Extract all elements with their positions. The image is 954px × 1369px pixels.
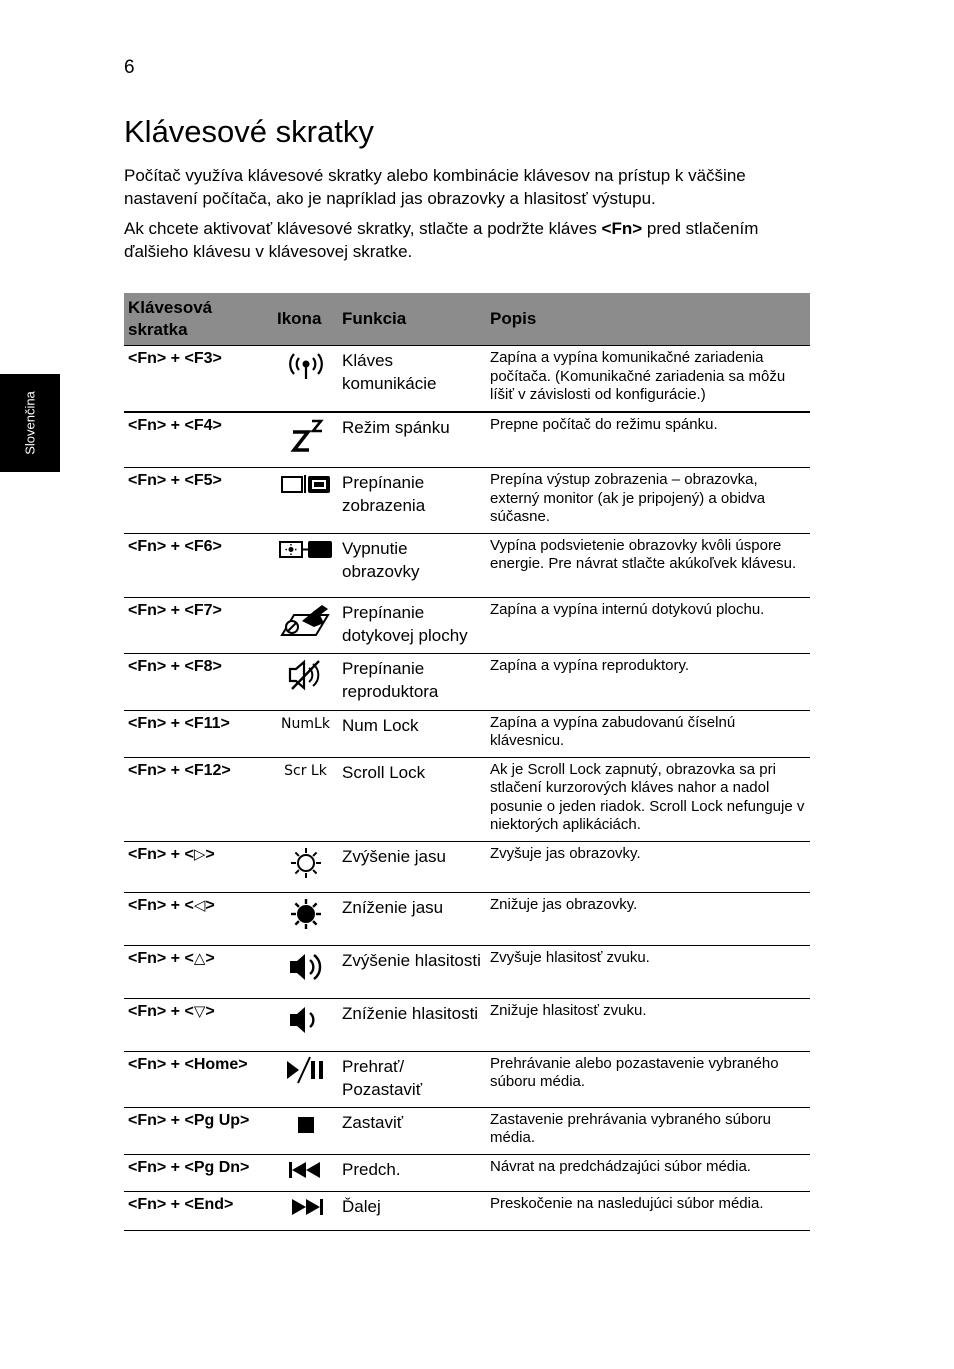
shortcut-key: <Fn> + <Pg Dn> [124,1154,273,1191]
function-description: Ak je Scroll Lock zapnutý, obrazovka sa pri stlačení kurzorových kláves nahor a nadol posunie o jeden riadok. Scroll Lock nefunguje v niektorých aplikáciách. [486,757,810,841]
intro-paragraph-1: Počítač využíva klávesové skratky alebo kombinácie klávesov na prístup k väčšine nastavení počítača, ako je napríklad jas obrazovky a hlasitosť výstupu. [124,166,746,208]
previous-icon [273,1154,338,1191]
key-prefix: <Fn> + < [128,896,194,914]
table-row [124,533,810,597]
table-row [124,412,810,468]
header-function: Funkcia [338,293,486,346]
shortcut-key: <Fn> + <F12> [124,757,273,841]
next-icon [273,1191,338,1230]
function-name: Zvýšenie hlasitosti [338,945,486,998]
right-arrow-key-icon: ▷ [193,845,206,863]
intro-text-after: pred stlačením ďalšieho klávesu v klávesovej skratke. [124,219,759,261]
function-description: Vypína podsvietenie obrazovky kvôli úspore energie. Pre návrat stlačte akúkoľvek klávesu. [486,533,810,597]
function-name: Zastaviť [338,1107,486,1154]
table-row [124,1191,810,1230]
key-prefix: <Fn> + < [128,1002,194,1020]
table-row [124,710,810,757]
volume-down-icon [273,998,338,1051]
display-toggle-icon [273,468,338,534]
scrolllock-icon: Scr Lk [273,757,338,841]
shortcut-key [124,841,273,892]
function-name: Ďalej [338,1191,486,1230]
table-header-row [124,293,810,346]
numlock-icon: NumLk [273,710,338,757]
function-description: Zvyšuje hlasitosť zvuku. [486,945,810,998]
key-prefix: <Fn> + < [128,845,194,863]
table-row [124,757,810,841]
left-arrow-key-icon: ◁ [193,896,206,914]
table-row [124,841,810,892]
play-pause-icon [273,1051,338,1107]
function-description: Preskočenie na nasledujúci súbor média. [486,1191,810,1230]
function-description: Zapína a vypína komunikačné zariadenia počítača. (Komunikačné zariadenia sa môžu líšiť v závislosti od konfigurácie.) [486,346,810,412]
brightness-up-icon [273,841,338,892]
table-row [124,346,810,412]
function-name: Prepínanie zobrazenia [338,468,486,534]
shortcut-key: <Fn> + <Home> [124,1051,273,1107]
table-row [124,892,810,945]
shortcut-key [124,892,273,945]
intro-text-before: Ak chcete aktivovať klávesové skratky, stlačte a podržte kláves [124,219,602,238]
table-row [124,1154,810,1191]
function-name: Scroll Lock [338,757,486,841]
table-row [124,1051,810,1107]
header-key: Klávesová skratka [124,293,273,346]
language-side-tab [0,374,60,472]
table-row [124,653,810,710]
function-description: Zvyšuje jas obrazovky. [486,841,810,892]
table-row [124,998,810,1051]
key-suffix: > [205,949,215,967]
function-name: Kláves komunikácie [338,346,486,412]
shortcut-key: <Fn> + <End> [124,1191,273,1230]
down-arrow-key-icon: ▽ [193,1002,206,1020]
shortcut-key: <Fn> + <F4> [124,412,273,468]
volume-up-icon [273,945,338,998]
key-prefix: <Fn> + < [128,949,194,967]
screen-off-icon [273,533,338,597]
key-suffix: > [205,845,215,863]
function-name: Predch. [338,1154,486,1191]
fn-key-label: <Fn> [601,219,643,238]
brightness-down-icon [273,892,338,945]
function-description: Zapína a vypína zabudovanú číselnú klávesnicu. [486,710,810,757]
up-arrow-key-icon: △ [193,949,206,967]
language-label: Slovenčina [22,391,38,455]
shortcut-key [124,945,273,998]
function-name: Prepínanie reproduktora [338,653,486,710]
page-number: 6 [124,57,135,78]
function-description: Znižuje jas obrazovky. [486,892,810,945]
shortcut-key: <Fn> + <F8> [124,653,273,710]
function-name: Vypnutie obrazovky [338,533,486,597]
table-row [124,468,810,534]
function-name: Režim spánku [338,412,486,468]
shortcut-key [124,998,273,1051]
function-name: Prehrať/ Pozastaviť [338,1051,486,1107]
sleep-icon [273,412,338,468]
key-suffix: > [205,896,215,914]
intro-paragraph-2 [124,217,824,263]
table-row [124,1107,810,1154]
function-description: Zapína a vypína reproduktory. [486,653,810,710]
table-row [124,945,810,998]
header-description: Popis [486,293,810,346]
header-icon: Ikona [273,293,338,346]
shortcut-key: <Fn> + <F6> [124,533,273,597]
wireless-icon [273,346,338,412]
table-row [124,597,810,653]
function-name: Zvýšenie jasu [338,841,486,892]
shortcut-key: <Fn> + <Pg Up> [124,1107,273,1154]
function-description: Návrat na predchádzajúci súbor média. [486,1154,810,1191]
shortcut-table [124,293,810,1231]
shortcut-key: <Fn> + <F7> [124,597,273,653]
touchpad-toggle-icon [273,597,338,653]
function-name: Zníženie jasu [338,892,486,945]
function-description: Zastavenie prehrávania vybraného súboru média. [486,1107,810,1154]
function-description: Znižuje hlasitosť zvuku. [486,998,810,1051]
function-name: Prepínanie dotykovej plochy [338,597,486,653]
function-description: Prehrávanie alebo pozastavenie vybraného súboru média. [486,1051,810,1107]
key-suffix: > [205,1002,215,1020]
function-name: Num Lock [338,710,486,757]
shortcut-key: <Fn> + <F3> [124,346,273,412]
function-description: Prepne počítač do režimu spánku. [486,412,810,468]
function-description: Zapína a vypína internú dotykovú plochu. [486,597,810,653]
stop-icon [273,1107,338,1154]
page-title: Klávesové skratky [124,114,374,149]
shortcut-key: <Fn> + <F11> [124,710,273,757]
function-name: Zníženie hlasitosti [338,998,486,1051]
function-description: Prepína výstup zobrazenia – obrazovka, externý monitor (ak je pripojený) a obidva súčasne. [486,468,810,534]
shortcut-key: <Fn> + <F5> [124,468,273,534]
speaker-mute-icon [273,653,338,710]
